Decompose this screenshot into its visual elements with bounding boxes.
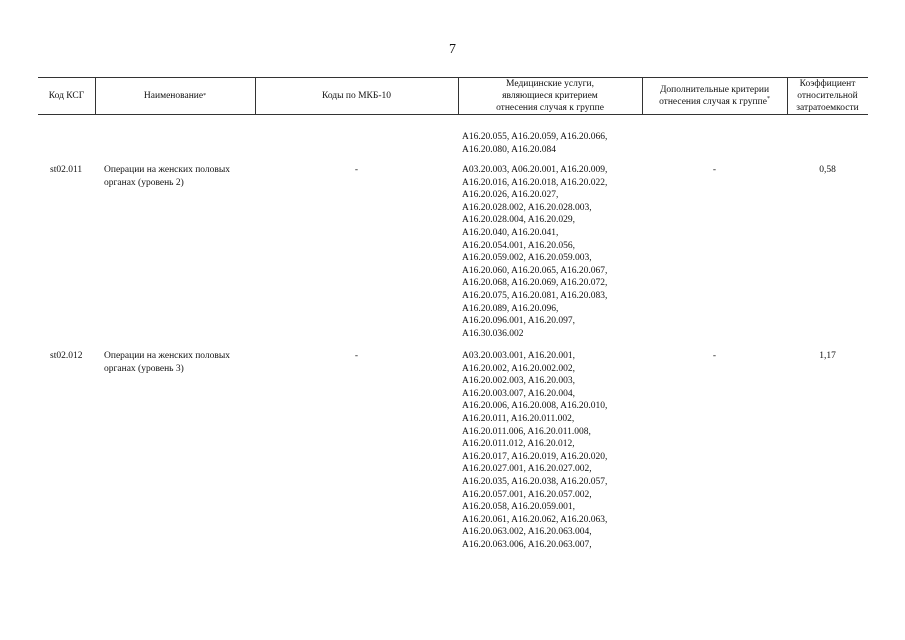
row-services: A03.20.003.001, A16.20.001, A16.20.002, A16.20.002.002, A16.20.002.003, A16.20.003, A16.20.003.007, A16.20.004, A16.20.006, A16.20.008, A16.20.010, A16.20.011, A16.20.011.002, A16.20.011.006, A16.20.011.008, A16.20.011.012, A16.20.012, A16.20.017, A16.20.019, A16.20.020, A16.20.027.001, A16.20.027.002, A16.20.035, A16.20.038, A16.20.057, A16.20.057.001, A16.20.057.002, A16.20.058, A16.20.059.001, A16.20.061, A16.20.062, A16.20.063, A16.20.063.002, A16.20.063.004, A16.20.063.006, A16.20.063.007,: [462, 351, 608, 550]
header-services: Медицинские услуги, являющиеся критерием отнесения случая к группе: [496, 78, 604, 113]
header-coef: Коэффициент относительной затратоемкости: [796, 78, 859, 113]
page-number: 7: [449, 42, 456, 57]
row-coef: 0,58: [819, 165, 836, 175]
header-name: Наименование *: [143, 90, 207, 101]
row-services: A03.20.003, A06.20.001, A16.20.009, A16.20.016, A16.20.018, A16.20.022, A16.20.026, A16.20.027, A16.20.028.002, A16.20.028.003, A16.20.028.004, A16.20.029, A16.20.040, A16.20.041, A16.20.054.001, A16.20.056, A16.20.059.002, A16.20.059.003, A16.20.060, A16.20.065, A16.20.067, A16.20.068, A16.20.069, A16.20.072, A16.20.075, A16.20.081, A16.20.083, A16.20.089, A16.20.096, A16.20.096.001, A16.20.097, A16.30.036.002: [462, 165, 608, 339]
row-name: Операции на женских половых органах (уровень 3): [104, 351, 231, 374]
row-mkb: -: [354, 351, 359, 361]
table-header-bottom-rule: [38, 114, 868, 115]
row-name: Операции на женских половых органах (уровень 2): [104, 165, 231, 188]
header-code: Код КСГ: [48, 90, 85, 101]
row-code: st02.012: [50, 351, 83, 361]
row-mkb: -: [354, 165, 359, 175]
continuation-services: A16.20.055, A16.20.059, A16.20.066, A16.20.080, A16.20.084: [462, 132, 608, 155]
row-additional: -: [712, 165, 717, 175]
header-mkb: Коды по МКБ-10: [321, 90, 392, 101]
row-code: st02.011: [50, 165, 83, 175]
row-additional: -: [712, 351, 717, 361]
header-additional: Дополнительные критерии отнесения случая к группе*: [659, 84, 770, 107]
row-coef: 1,17: [819, 351, 836, 361]
